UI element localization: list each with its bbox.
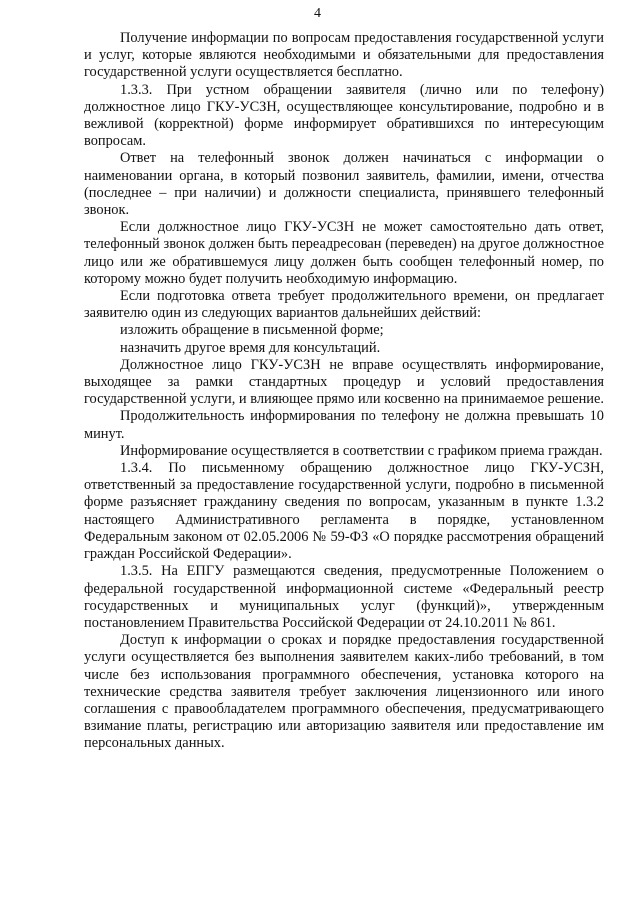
paragraph-call-redirect: Если должностное лицо ГКУ-УСЗН не может самостоятельно дать ответ, телефонный звонок должен быть переадресован (переведен) на другое должностное лицо или же обратившемуся лицу должен быть сообщен телефонный номер, по которому можно будет получить необходимую информацию. xyxy=(84,219,604,287)
page-number: 4 xyxy=(314,6,321,21)
paragraph-free-information: Получение информации по вопросам предоставления государственной услуги и услуг, которые являются необходимыми и обязательными для предоставления государственной услуги осуществляется бесплатно. xyxy=(84,30,604,81)
paragraph-access-information: Доступ к информации о сроках и порядке предоставления государственной услуги осуществляется без выполнения заявителем каких-либо требований, в том числе без использования программного обеспечения, установка которого на технические средства заявителя требует заключения лицензионного или иного соглашения с правообладателем программного обеспечения, предусматривающего взимание платы, регистрацию или авторизацию заявителя или предоставление им персональных данных. xyxy=(84,632,604,752)
paragraph-schedule: Информирование осуществляется в соответствии с графиком приема граждан. xyxy=(120,442,603,459)
paragraph-1-3-5-epgu: 1.3.5. На ЕПГУ размещаются сведения, предусмотренные Положением о федеральной государственной информационной системе «Федеральный реестр государственных и муниципальных услуг (функций)», утвержденным постановлением Правительства Российской Федерации от 24.10.2011 № 861. xyxy=(84,563,604,631)
paragraph-not-entitled: Должностное лицо ГКУ-УСЗН не вправе осуществлять информирование, выходящее за рамки стандартных процедур и условий предоставления государственной услуги, и влияющее прямо или косвенно на принимаемое решение. xyxy=(84,356,604,408)
paragraph-1-3-4-written-inquiry: 1.3.4. По письменному обращению должностное лицо ГКУ-УСЗН, ответственный за предоставление государственной услуги, подробно в письменной форме разъясняет гражданину сведения по вопросам, указанным в пункте 1.3.2 настоящего Административного регламента в порядке, установленном Федеральным законом от 02.05.2006 № 59-ФЗ «О порядке рассмотрения обращений граждан Российской Федерации». xyxy=(84,460,604,563)
list-item-another-time: назначить другое время для консультаций. xyxy=(120,339,381,356)
paragraph-long-preparation: Если подготовка ответа требует продолжительного времени, он предлагает заявителю один из следующих вариантов дальнейших действий: xyxy=(84,288,604,322)
paragraph-phone-answer: Ответ на телефонный звонок должен начинаться с информации о наименовании органа, в который позвонил заявитель, фамилии, имени, отчества (последнее – при наличии) и должности специалиста, принявшего телефонный звонок. xyxy=(84,150,604,219)
document-body xyxy=(84,30,604,753)
paragraph-duration: Продолжительность информирования по телефону не должна превышать 10 минут. xyxy=(84,408,604,442)
paragraph-1-3-3-oral-inquiry: 1.3.3. При устном обращении заявителя (лично или по телефону) должностное лицо ГКУ-УСЗН, осуществляющее консультирование, подробно и в вежливой (корректной) форме информирует обратившихся по интересующим вопросам. xyxy=(84,81,604,150)
list-item-written-form: изложить обращение в письменной форме; xyxy=(120,322,384,339)
